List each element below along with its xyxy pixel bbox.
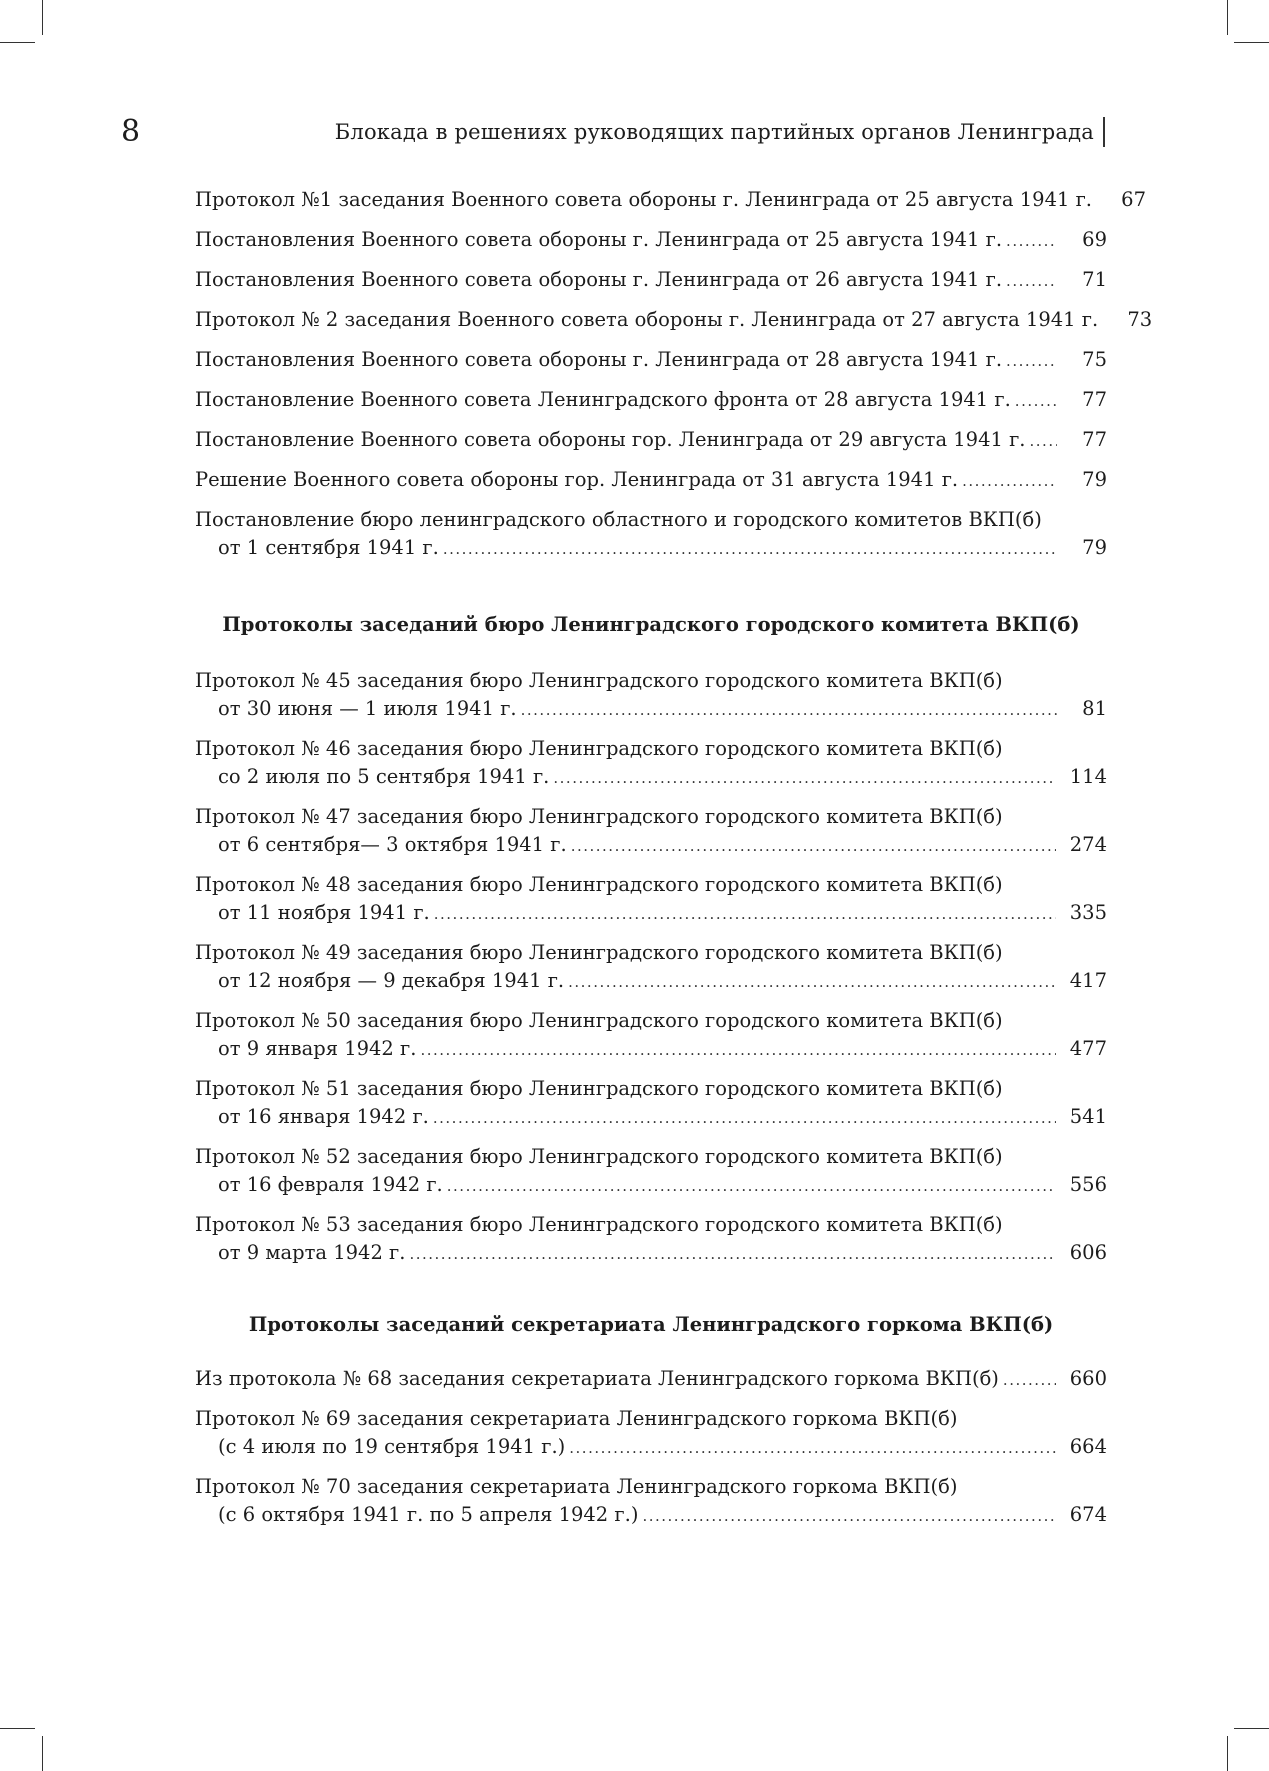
toc-entry-title-cont: от 9 января 1942 г. <box>218 1037 417 1060</box>
toc-group-3 <box>195 1365 1107 1541</box>
leader-dots <box>439 535 1057 563</box>
toc-entry[interactable] <box>195 1143 1107 1200</box>
toc-entry-title: Протокол № 50 заседания бюро Ленинградского городского комитета ВКП(б) <box>195 1009 1003 1032</box>
leader-dots <box>429 1104 1056 1132</box>
leader-dots <box>443 1172 1056 1200</box>
toc-entry[interactable] <box>195 226 1107 255</box>
crop-mark <box>1227 0 1228 35</box>
toc-entry[interactable] <box>195 346 1107 375</box>
toc-entry-page: 79 <box>1082 468 1107 491</box>
toc-entry-title-cont: (с 6 октября 1941 г. по 5 апреля 1942 г.) <box>218 1503 639 1526</box>
toc-entry-title-cont: от 1 сентября 1941 г. <box>218 536 439 559</box>
toc-entry-title: Протокол № 49 заседания бюро Ленинградского городского комитета ВКП(б) <box>195 941 1003 964</box>
leader-dots <box>1098 307 1102 335</box>
toc-entry-page: 335 <box>1069 901 1107 924</box>
leader-dots <box>1002 227 1057 255</box>
toc-entry-page: 660 <box>1069 1367 1107 1390</box>
toc-entry[interactable] <box>195 667 1107 724</box>
toc-entry[interactable] <box>195 1473 1107 1530</box>
toc-entry[interactable] <box>195 735 1107 792</box>
toc-entry-title: Протокол № 51 заседания бюро Ленинградского городского комитета ВКП(б) <box>195 1077 1003 1100</box>
leader-dots <box>564 968 1056 996</box>
toc-entry[interactable] <box>195 1007 1107 1064</box>
toc-entry-title-cont: от 16 января 1942 г. <box>218 1105 429 1128</box>
leader-dots <box>638 1502 1055 1530</box>
crop-mark <box>1234 42 1269 43</box>
leader-dots <box>999 1366 1056 1394</box>
toc-entry-page: 274 <box>1069 833 1107 856</box>
toc-entry-title: Постановление Военного совета обороны гор. Ленинграда от 29 августа 1941 г. <box>195 428 1026 451</box>
crop-mark <box>1227 1736 1228 1771</box>
crop-mark <box>0 42 35 43</box>
toc-entry-page: 77 <box>1082 428 1107 451</box>
toc-entry-page: 417 <box>1069 969 1107 992</box>
toc-entry-page: 114 <box>1069 765 1107 788</box>
toc-entry[interactable] <box>195 466 1107 495</box>
toc-entry-title: Постановления Военного совета обороны г. Ленинграда от 28 августа 1941 г. <box>195 348 1003 371</box>
toc-entry[interactable] <box>195 1365 1107 1394</box>
toc-entry[interactable] <box>195 1405 1107 1462</box>
toc-entry-title: Решение Военного совета обороны гор. Ленинграда от 31 августа 1941 г. <box>195 468 959 491</box>
toc-entry-page: 477 <box>1069 1037 1107 1060</box>
leader-dots <box>958 467 1057 495</box>
toc-entry-page: 664 <box>1069 1435 1107 1458</box>
crop-mark <box>42 1736 43 1771</box>
toc-entry-title: Протокол № 70 заседания секретариата Ленинградского горкома ВКП(б) <box>195 1475 958 1498</box>
toc-entry-page: 71 <box>1082 268 1107 291</box>
toc-entry-title-cont: от 12 ноября — 9 декабря 1941 г. <box>218 969 565 992</box>
toc-entry-page: 69 <box>1082 228 1107 251</box>
toc-entry-page: 73 <box>1127 308 1153 331</box>
toc-entry-title-cont: со 2 июля по 5 сентября 1941 г. <box>218 765 550 788</box>
leader-dots <box>1092 187 1096 215</box>
leader-dots <box>1002 267 1057 295</box>
toc-entry[interactable] <box>195 939 1107 996</box>
toc-entry-title: Протокол №1 заседания Военного совета обороны г. Ленинграда от 25 августа 1941 г. <box>195 188 1092 211</box>
leader-dots <box>430 900 1056 928</box>
toc-entry[interactable] <box>195 1211 1107 1268</box>
toc-entry-page: 81 <box>1082 697 1107 720</box>
toc-entry-page: 75 <box>1082 348 1107 371</box>
toc-entry-title-cont: от 11 ноября 1941 г. <box>218 901 430 924</box>
toc-entry-title: Протокол № 52 заседания бюро Ленинградского городского комитета ВКП(б) <box>195 1145 1003 1168</box>
toc-entry[interactable] <box>195 803 1107 860</box>
toc-entry-title: Протокол № 53 заседания бюро Ленинградского городского комитета ВКП(б) <box>195 1213 1003 1236</box>
toc-entry-title: Протокол № 48 заседания бюро Ленинградского городского комитета ВКП(б) <box>195 873 1003 896</box>
leader-dots <box>1002 347 1057 375</box>
toc-entry[interactable] <box>195 506 1107 563</box>
section-heading: Протоколы заседаний секретариата Ленинградского горкома ВКП(б) <box>248 1313 1054 1336</box>
toc-entry-page: 674 <box>1069 1503 1107 1526</box>
crop-mark <box>42 0 43 35</box>
toc-entry-title: Протокол № 45 заседания бюро Ленинградского городского комитета ВКП(б) <box>195 669 1003 692</box>
leader-dots <box>416 1036 1055 1064</box>
toc-entry-title-cont: от 6 сентября— 3 октября 1941 г. <box>218 833 567 856</box>
leader-dots <box>405 1240 1055 1268</box>
toc-entry-title: Постановление бюро ленинградского областного и городского комитетов ВКП(б) <box>195 508 1042 531</box>
toc-entry-title: Постановления Военного совета обороны г. Ленинграда от 26 августа 1941 г. <box>195 268 1003 291</box>
toc-entry-title: Протокол № 47 заседания бюро Ленинградского городского комитета ВКП(б) <box>195 805 1003 828</box>
toc-entry-title: Протокол № 2 заседания Военного совета обороны г. Ленинграда от 27 августа 1941 г. <box>195 308 1099 331</box>
toc-entry-page: 606 <box>1069 1241 1107 1264</box>
toc-entry-title-cont: от 9 марта 1942 г. <box>218 1241 406 1264</box>
toc-entry-title-cont: от 16 февраля 1942 г. <box>218 1173 443 1196</box>
toc-entry[interactable] <box>195 386 1107 415</box>
toc-group-1 <box>195 186 1153 574</box>
leader-dots <box>1026 427 1057 455</box>
header-rule <box>1103 117 1105 147</box>
toc-entry-title: Из протокола № 68 заседания секретариата Ленинградского горкома ВКП(б) <box>195 1367 999 1390</box>
toc-entry-title-cont: (с 4 июля по 19 сентября 1941 г.) <box>218 1435 566 1458</box>
toc-entry[interactable] <box>195 871 1107 928</box>
page-number: 8 <box>121 114 141 149</box>
toc-entry[interactable] <box>195 1075 1107 1132</box>
section-heading: Протоколы заседаний бюро Ленинградского городского комитета ВКП(б) <box>222 613 1080 636</box>
leader-dots <box>567 832 1056 860</box>
leader-dots <box>549 764 1055 792</box>
toc-entry-title: Постановления Военного совета обороны г. Ленинграда от 25 августа 1941 г. <box>195 228 1003 251</box>
toc-entry[interactable] <box>195 186 1146 215</box>
toc-entry-page: 77 <box>1082 388 1107 411</box>
toc-entry-title: Постановление Военного совета Ленинградского фронта от 28 августа 1941 г. <box>195 388 1011 411</box>
toc-entry-page: 541 <box>1069 1105 1107 1128</box>
toc-entry-page: 79 <box>1082 536 1107 559</box>
leader-dots <box>565 1434 1056 1462</box>
toc-entry[interactable] <box>195 306 1153 335</box>
toc-entry[interactable] <box>195 266 1107 295</box>
leader-dots <box>1011 387 1057 415</box>
toc-group-2 <box>195 667 1107 1279</box>
toc-entry-page: 556 <box>1069 1173 1107 1196</box>
toc-entry-title-cont: от 30 июня — 1 июля 1941 г. <box>218 697 517 720</box>
crop-mark <box>1234 1728 1269 1729</box>
toc-entry[interactable] <box>195 426 1107 455</box>
crop-mark <box>0 1728 35 1729</box>
toc-entry-title: Протокол № 69 заседания секретариата Ленинградского горкома ВКП(б) <box>195 1407 958 1430</box>
toc-entry-page: 67 <box>1121 188 1146 211</box>
toc-entry-title: Протокол № 46 заседания бюро Ленинградского городского комитета ВКП(б) <box>195 737 1003 760</box>
leader-dots <box>517 696 1057 724</box>
running-title: Блокада в решениях руководящих партийных органов Ленинграда <box>334 120 1094 144</box>
